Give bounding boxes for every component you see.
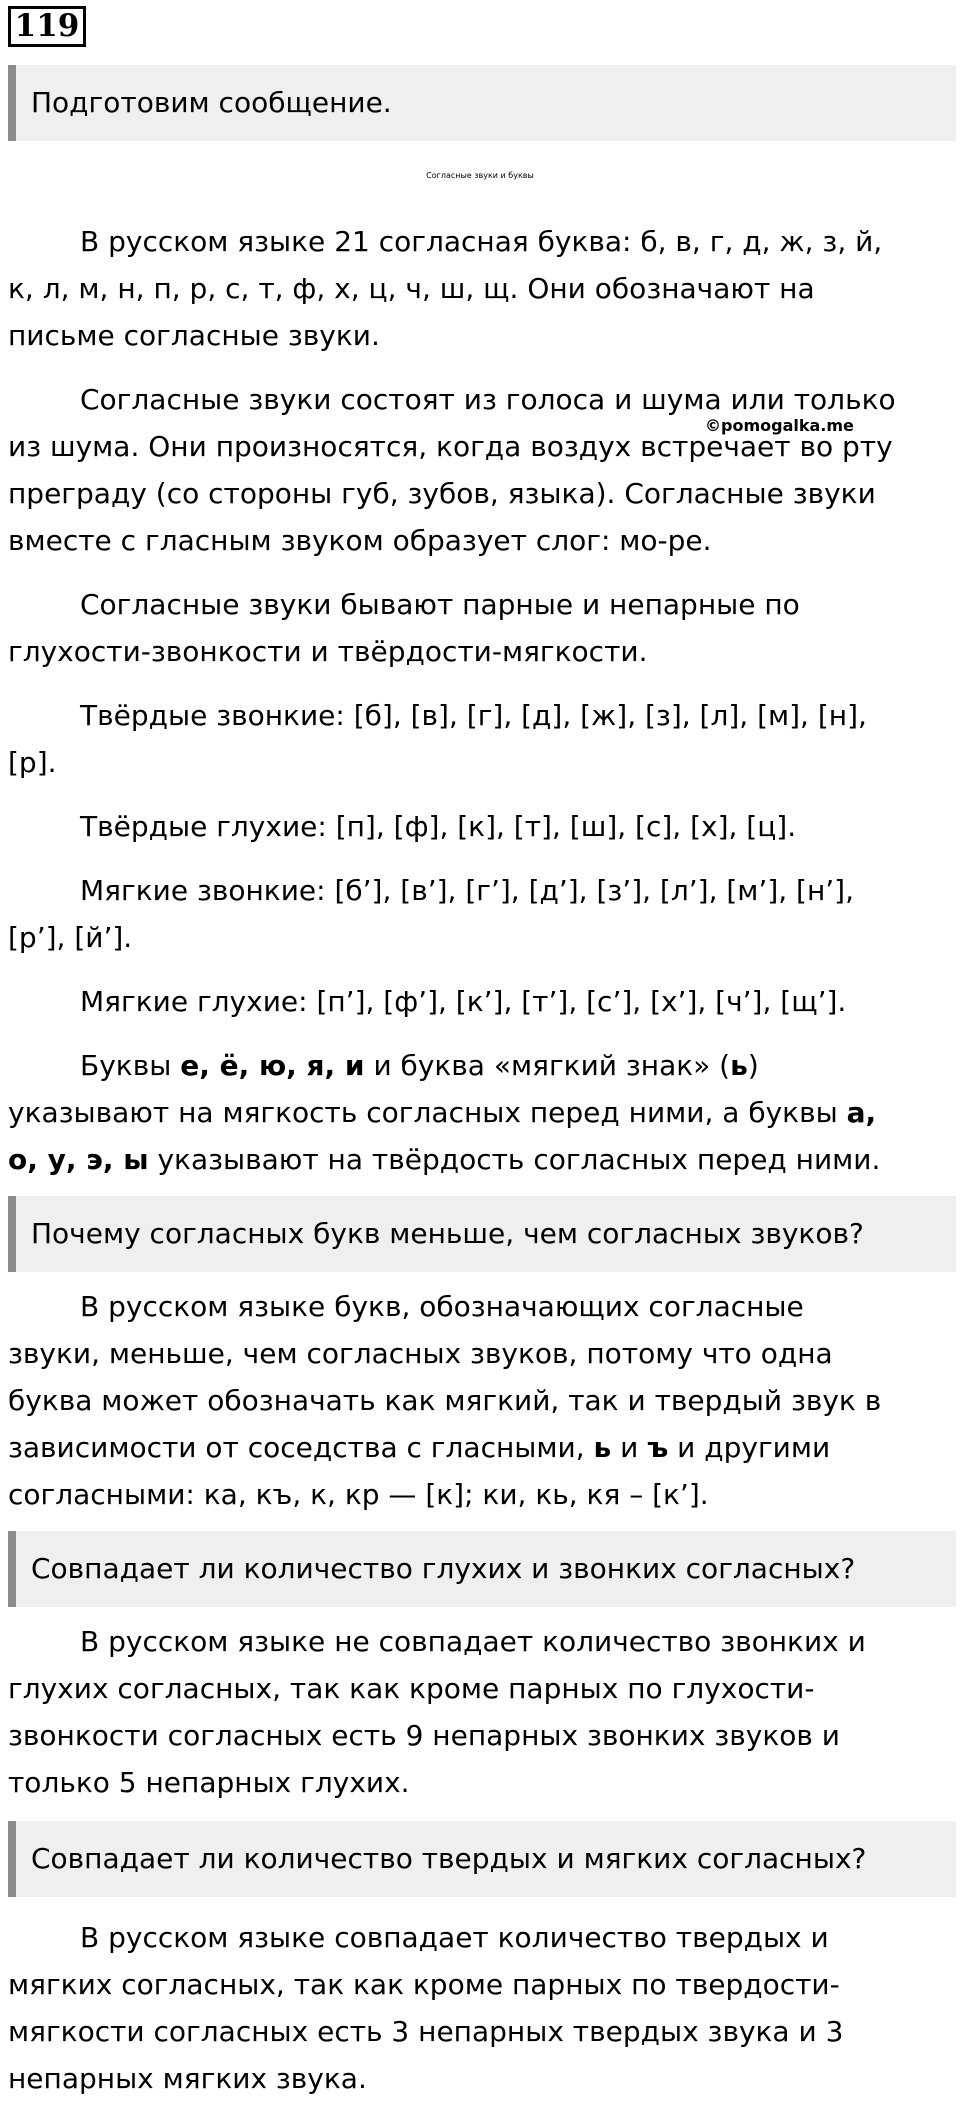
watermark: ©pomogalka.me bbox=[705, 416, 854, 435]
section-header-prepare: Подготовим сообщение. bbox=[8, 65, 956, 141]
question-header-3: Совпадает ли количество твердых и мягких согласных? bbox=[8, 1821, 956, 1897]
paragraph-soft-voiceless: Мягкие глухие: [п’], [ф’], [к’], [т’], [с’], [х’], [ч’], [щ’]. bbox=[80, 985, 847, 1018]
article-title: Согласные звуки и буквы bbox=[426, 171, 534, 180]
task-number-box: 119 bbox=[8, 6, 86, 47]
paragraph-hard-voiceless: Твёрдые глухие: [п], [ф], [к], [т], [ш], [с], [х], [ц]. bbox=[80, 810, 797, 843]
question-header-2: Совпадает ли количество глухих и звонких согласных? bbox=[8, 1531, 956, 1607]
question-header-1: Почему согласных букв меньше, чем согласных звуков? bbox=[8, 1196, 956, 1272]
